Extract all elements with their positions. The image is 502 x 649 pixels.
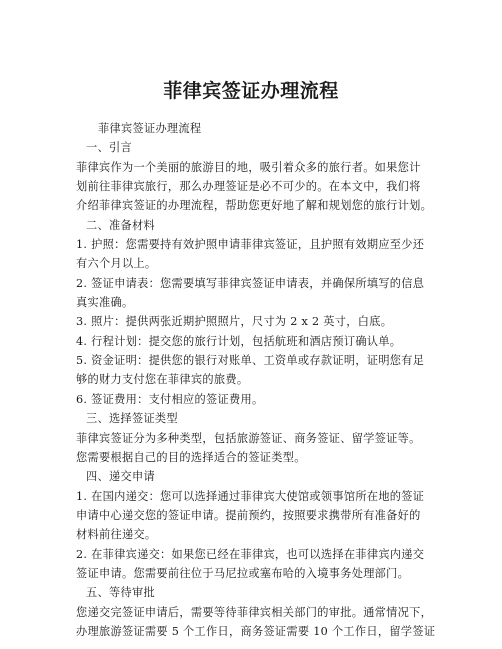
paragraph-line: 有六个月以上。: [76, 257, 157, 271]
paragraph-line: 签证申请。您需要前往位于马尼拉或塞布哈的入境事务处理部门。: [76, 566, 410, 580]
section-heading: 一、引言: [86, 141, 132, 155]
paragraph-line: 2. 签证申请表：您需要填写菲律宾签证申请表，并确保所填写的信息: [76, 276, 425, 290]
paragraph-line: 办理旅游签证需要 5 个工作日，商务签证需要 10 个工作日，留学签证: [76, 624, 436, 638]
paragraph-line: 划前往菲律宾旅行，那么办理签证是必不可少的。在本文中，我们将: [76, 180, 421, 194]
section-heading: 三、选择签证类型: [86, 412, 178, 426]
section-heading: 菲律宾签证办理流程: [98, 122, 202, 135]
section-heading: 二、准备材料: [86, 218, 155, 232]
paragraph-line: 申请中心递交您的签证申请。提前预约，按照要求携带所有准备好的: [76, 508, 421, 522]
paragraph-line: 菲律宾签证分为多种类型，包括旅游签证、商务签证、留学签证等。: [76, 431, 421, 445]
paragraph-line: 材料前往递交。: [76, 528, 157, 542]
paragraph-line: 6. 签证费用：支付相应的签证费用。: [76, 392, 264, 406]
paragraph-line: 1. 在国内递交：您可以选择通过菲律宾大使馆或领事馆所在地的签证: [76, 489, 425, 503]
paragraph-line: 5. 资金证明：提供您的银行对账单、工资单或存款证明，证明您有足: [76, 354, 425, 368]
paragraph-line: 2. 在菲律宾递交：如果您已经在菲律宾，也可以选择在菲律宾内递交: [76, 547, 425, 561]
paragraph-line: 3. 照片：提供两张近期护照照片，尺寸为 2 x 2 英寸，白底。: [76, 315, 393, 329]
paragraph-line: 4. 行程计划：提交您的旅行计划，包括航班和酒店预订确认单。: [76, 334, 402, 348]
paragraph-line: 您递交完签证申请后，需要等待菲律宾相关部门的审批。通常情况下，: [76, 605, 433, 619]
paragraph-line: 真实准确。: [76, 296, 134, 310]
document-body: [76, 119, 496, 641]
section-heading: 五、等待审批: [86, 586, 155, 600]
paragraph-line: 您需要根据自己的目的选择适合的签证类型。: [76, 450, 306, 464]
paragraph-line: 介绍菲律宾签证的办理流程，帮助您更好地了解和规划您的旅行计划。: [76, 199, 433, 213]
section-heading: 四、递交申请: [86, 470, 155, 484]
paragraph-line: 够的财力支付您在菲律宾的旅费。: [76, 373, 249, 387]
paragraph-line: 1. 护照：您需要持有效护照申请菲律宾签证，且护照有效期应至少还: [76, 238, 425, 252]
paragraph-line: 菲律宾作为一个美丽的旅游目的地，吸引着众多的旅行者。如果您计: [76, 160, 421, 174]
document-title: 菲律宾签证办理流程: [163, 80, 339, 102]
